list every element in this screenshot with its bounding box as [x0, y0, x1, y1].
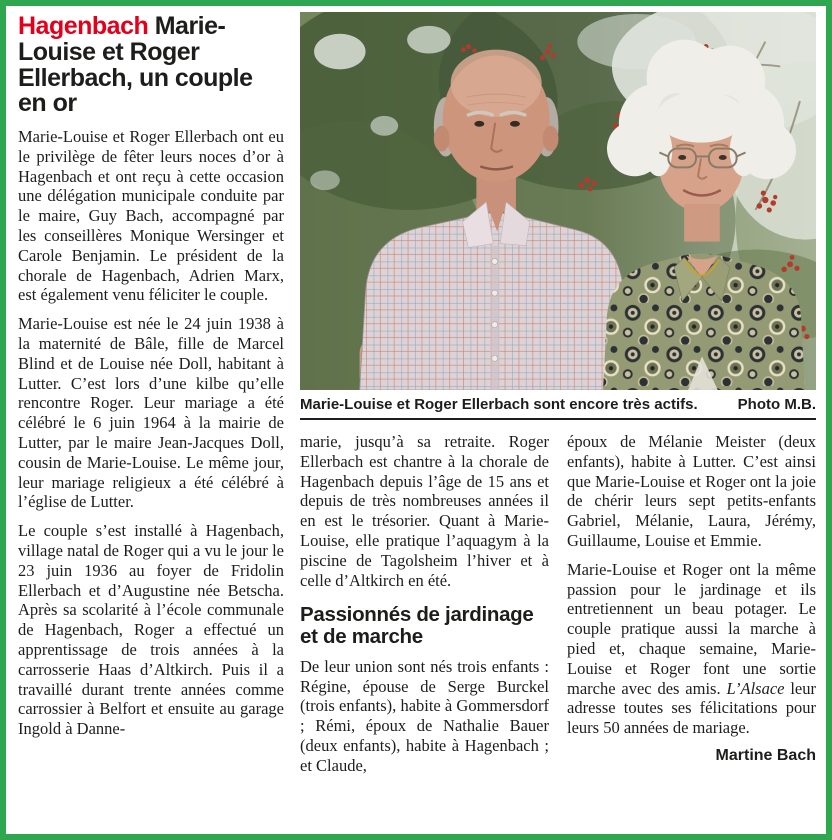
body-paragraph: Le couple s’est installé à Hagenbach, village natal de Roger qui a vu le jour le 23 juin 1936 au foyer de Fridolin Ellerbach et d’Augustine née Betscha. Après sa scolarité à l’école communale de Hagenbach, Roger a effectué un apprentissage de trois années à la carrosserie Haas d’Altkirch. Puis il a travaillé durant trente années comme carrossier à Belfort et ensuite au garage Ingold à Danne- — [18, 521, 284, 739]
byline-author: Martine Bach — [715, 746, 816, 764]
photo-credit: Photo M.B. — [737, 396, 816, 413]
middle-column — [300, 432, 549, 826]
right-area — [300, 12, 816, 826]
closing-text-before: Marie-Louise et Roger ont la même passion pour le jardinage et ils entretiennent un beau potager. Le couple pratique aussi la marche à pied et, chaque semaine, Marie-Louise et Roger font une sortie marche avec des amis. — [567, 559, 816, 698]
couple-photo — [300, 12, 816, 390]
body-paragraph: époux de Mélanie Meister (deux enfants), habite à Lutter. C’est ainsi que Marie-Louise et Roger ont la joie de chérir leurs sept petits-enfants Gabriel, Mélanie, Laura, Jérémy, Guillaume, Louise et Emmie. — [567, 432, 816, 550]
body-paragraph-closing — [567, 560, 816, 738]
closing-text-after: leur adresse toutes ses félicitations pour leurs 50 années de mariage. — [567, 678, 816, 738]
article-headline — [18, 14, 284, 117]
headline-kicker: Hagenbach — [18, 12, 149, 40]
photo-caption-row — [300, 390, 816, 420]
newspaper-name: L’Alsace — [726, 678, 785, 698]
body-paragraph: Marie-Louise et Roger Ellerbach ont eu le privilège de fêter leurs noces d’or à Hagenbach et ont reçu à cette occasion une délégation municipale conduite par le maire, Guy Bach, accompagné par les conseillères Monique Wersinger et Carole Benjamin. Le président de la chorale de Hagenbach, Adrien Marx, est également venu féliciter le couple. — [18, 127, 284, 305]
photo-caption: Marie-Louise et Roger Ellerbach sont encore très actifs. — [300, 396, 698, 413]
body-paragraph: Marie-Louise est née le 24 juin 1938 à la maternité de Bâle, fille de Marcel Blind et de Louise née Doll, habitant à Lutter. C’est lors d’une kilbe qu’elle rencontre Roger. Leur mariage a été célébré le 6 juin 1964 à la mairie de Lutter, par le maire Jean-Jacques Doll, cousin de Marie-Louise. Le même jour, leur mariage religieux a été célébré à l’église de Lutter. — [18, 314, 284, 512]
right-column — [567, 432, 816, 826]
body-paragraph: marie, jusqu’à sa retraite. Roger Ellerbach est chantre à la chorale de Hagenbach depuis l’âge de 15 ans et depuis de très nombreuses années il en est le trésorier. Quant à Marie-Louise, elle pratique l’aquagym à la piscine de Tagolsheim l’hiver et à celle d’Altkirch en été. — [300, 432, 549, 590]
body-paragraph: De leur union sont nés trois enfants : Régine, épouse de Serge Burckel (trois enfants), habite à Gommersdorf ; Rémi, époux de Nathalie Bauer (deux enfants), habite à Hagenbach ; et Claude, — [300, 656, 549, 775]
section-subheading: Passionnés de jardinage et de marche — [300, 603, 534, 649]
headline-title: Marie-Louise et Roger Ellerbach, un couple en or — [18, 12, 253, 118]
text-columns — [300, 432, 816, 826]
couple-photo-illustration — [300, 12, 816, 390]
left-column — [18, 12, 284, 826]
